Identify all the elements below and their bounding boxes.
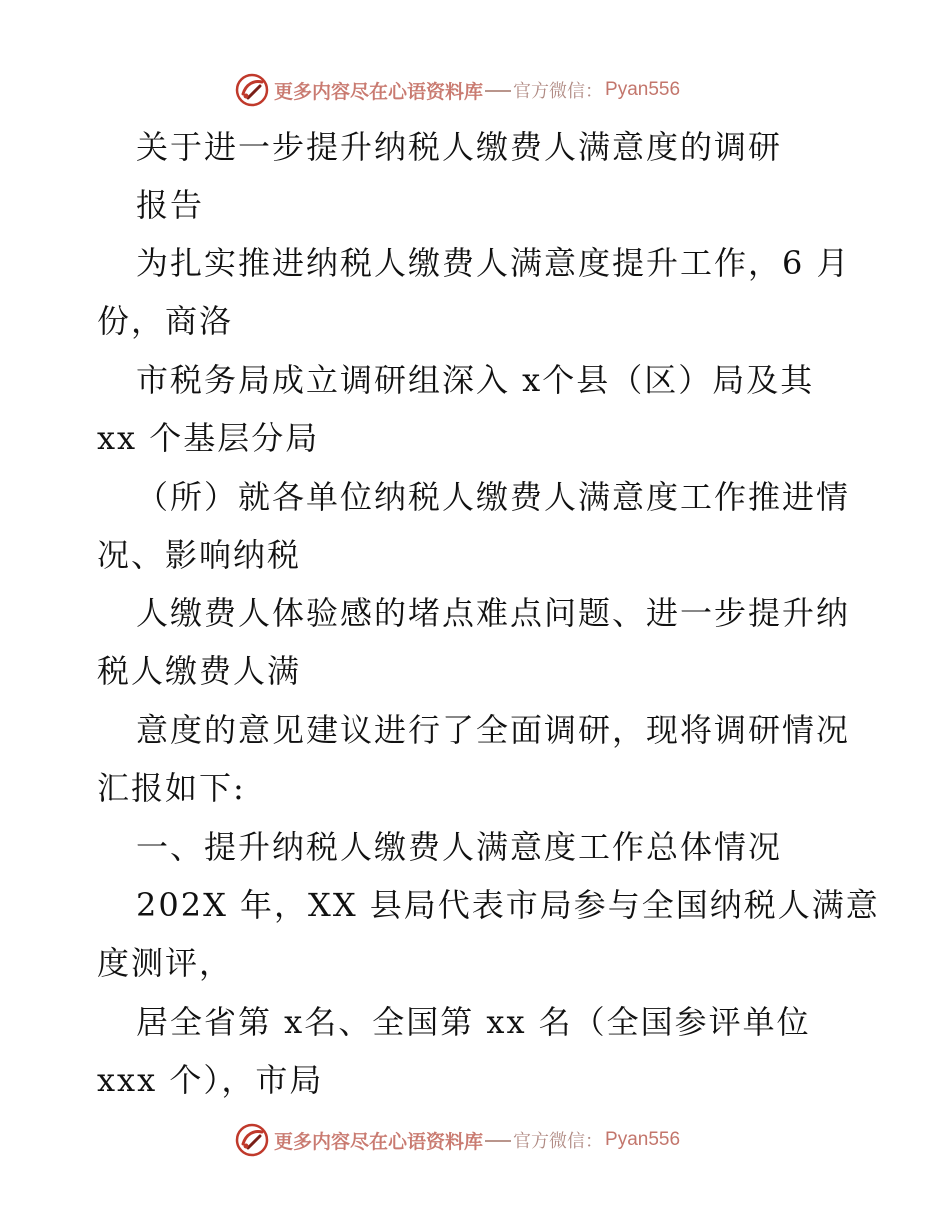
doc-line: 202X 年，XX 县局代表市局参与全国纳税人满意 (136, 886, 880, 924)
watermark-brand-text: 更多内容尽在心语资料库 (274, 80, 484, 103)
brand-logo-icon (234, 72, 270, 108)
doc-line: 汇报如下: (97, 769, 246, 807)
footer-watermark (234, 1120, 680, 1160)
doc-line: 意度的意见建议进行了全面调研，现将调研情况 (136, 711, 851, 749)
doc-line: xx 个基层分局 (97, 419, 320, 457)
brand-logo-icon (234, 1122, 270, 1158)
doc-title-line-2: 报告 (136, 186, 205, 224)
doc-line: 份，商洛 (97, 302, 234, 340)
watermark-official-label: 官方微信： (513, 1131, 604, 1152)
doc-line: （所）就各单位纳税人缴费人满意度工作推进情 (136, 478, 851, 516)
header-watermark (234, 70, 680, 110)
doc-line: xxx 个），市局 (97, 1061, 324, 1099)
doc-line: 市税务局成立调研组深入 x个县（区）局及其 (136, 361, 815, 399)
watermark-brand-text: 更多内容尽在心语资料库 (274, 1130, 484, 1153)
doc-title-line-1: 关于进一步提升纳税人缴费人满意度的调研 (136, 128, 783, 166)
watermark-official-label: 官方微信： (513, 81, 604, 102)
watermark-wechat-id: Pyan556 (605, 1129, 681, 1150)
watermark-wechat-id: Pyan556 (605, 79, 681, 100)
doc-line: 人缴费人体验感的堵点难点问题、进一步提升纳 (136, 594, 851, 632)
watermark-dash (485, 90, 511, 92)
section-heading: 一、提升纳税人缴费人满意度工作总体情况 (136, 828, 783, 866)
doc-line: 税人缴费人满 (97, 652, 302, 690)
watermark-dash (485, 1140, 511, 1142)
doc-line: 况、影响纳税 (97, 536, 302, 574)
doc-line: 度测评， (97, 944, 234, 982)
doc-line: 居全省第 x名、全国第 xx 名（全国参评单位 (136, 1003, 811, 1041)
doc-line: 为扎实推进纳税人缴费人满意度提升工作，6 月 (136, 244, 851, 282)
